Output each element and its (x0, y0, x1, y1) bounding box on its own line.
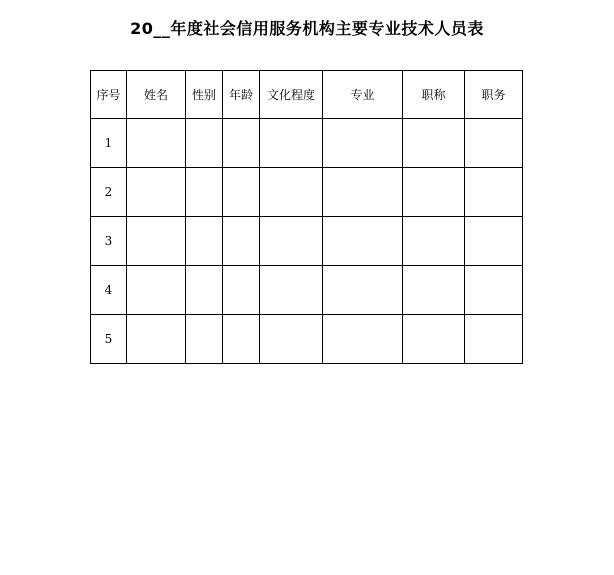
table-row (91, 266, 523, 315)
major-cell[interactable] (323, 217, 403, 266)
name-cell[interactable] (127, 315, 186, 364)
position-cell[interactable] (465, 217, 523, 266)
professional-title-cell[interactable] (403, 119, 465, 168)
professional-title-cell[interactable] (403, 217, 465, 266)
professional-title-cell[interactable] (403, 168, 465, 217)
education-cell[interactable] (260, 266, 323, 315)
gender-cell[interactable] (186, 217, 223, 266)
table-row (91, 168, 523, 217)
major-cell[interactable] (323, 168, 403, 217)
name-cell[interactable] (127, 266, 186, 315)
age-cell[interactable] (223, 266, 260, 315)
table-row (91, 315, 523, 364)
position-cell[interactable] (465, 266, 523, 315)
major-cell[interactable] (323, 315, 403, 364)
education-cell[interactable] (260, 315, 323, 364)
position-cell[interactable] (465, 119, 523, 168)
serial-number-cell: 1 (91, 119, 127, 168)
serial-number-cell: 4 (91, 266, 127, 315)
header-education: 文化程度 (260, 71, 323, 119)
serial-number-cell: 5 (91, 315, 127, 364)
name-cell[interactable] (127, 119, 186, 168)
position-cell[interactable] (465, 315, 523, 364)
gender-cell[interactable] (186, 266, 223, 315)
header-professional-title: 职称 (403, 71, 465, 119)
gender-cell[interactable] (186, 315, 223, 364)
serial-number-cell: 2 (91, 168, 127, 217)
position-cell[interactable] (465, 168, 523, 217)
staff-table (90, 70, 523, 364)
gender-cell[interactable] (186, 119, 223, 168)
header-age: 年龄 (223, 71, 260, 119)
age-cell[interactable] (223, 315, 260, 364)
age-cell[interactable] (223, 217, 260, 266)
table-header-row (91, 71, 523, 119)
header-major: 专业 (323, 71, 403, 119)
header-position: 职务 (465, 71, 523, 119)
major-cell[interactable] (323, 266, 403, 315)
table-row (91, 217, 523, 266)
table-row (91, 119, 523, 168)
professional-title-cell[interactable] (403, 315, 465, 364)
header-name: 姓名 (127, 71, 186, 119)
name-cell[interactable] (127, 168, 186, 217)
education-cell[interactable] (260, 217, 323, 266)
education-cell[interactable] (260, 168, 323, 217)
age-cell[interactable] (223, 119, 260, 168)
major-cell[interactable] (323, 119, 403, 168)
document-title: 20__年度社会信用服务机构主要专业技术人员表 (130, 19, 484, 38)
name-cell[interactable] (127, 217, 186, 266)
header-serial-number: 序号 (91, 71, 127, 119)
gender-cell[interactable] (186, 168, 223, 217)
header-gender: 性别 (186, 71, 223, 119)
professional-title-cell[interactable] (403, 266, 465, 315)
serial-number-cell: 3 (91, 217, 127, 266)
age-cell[interactable] (223, 168, 260, 217)
education-cell[interactable] (260, 119, 323, 168)
